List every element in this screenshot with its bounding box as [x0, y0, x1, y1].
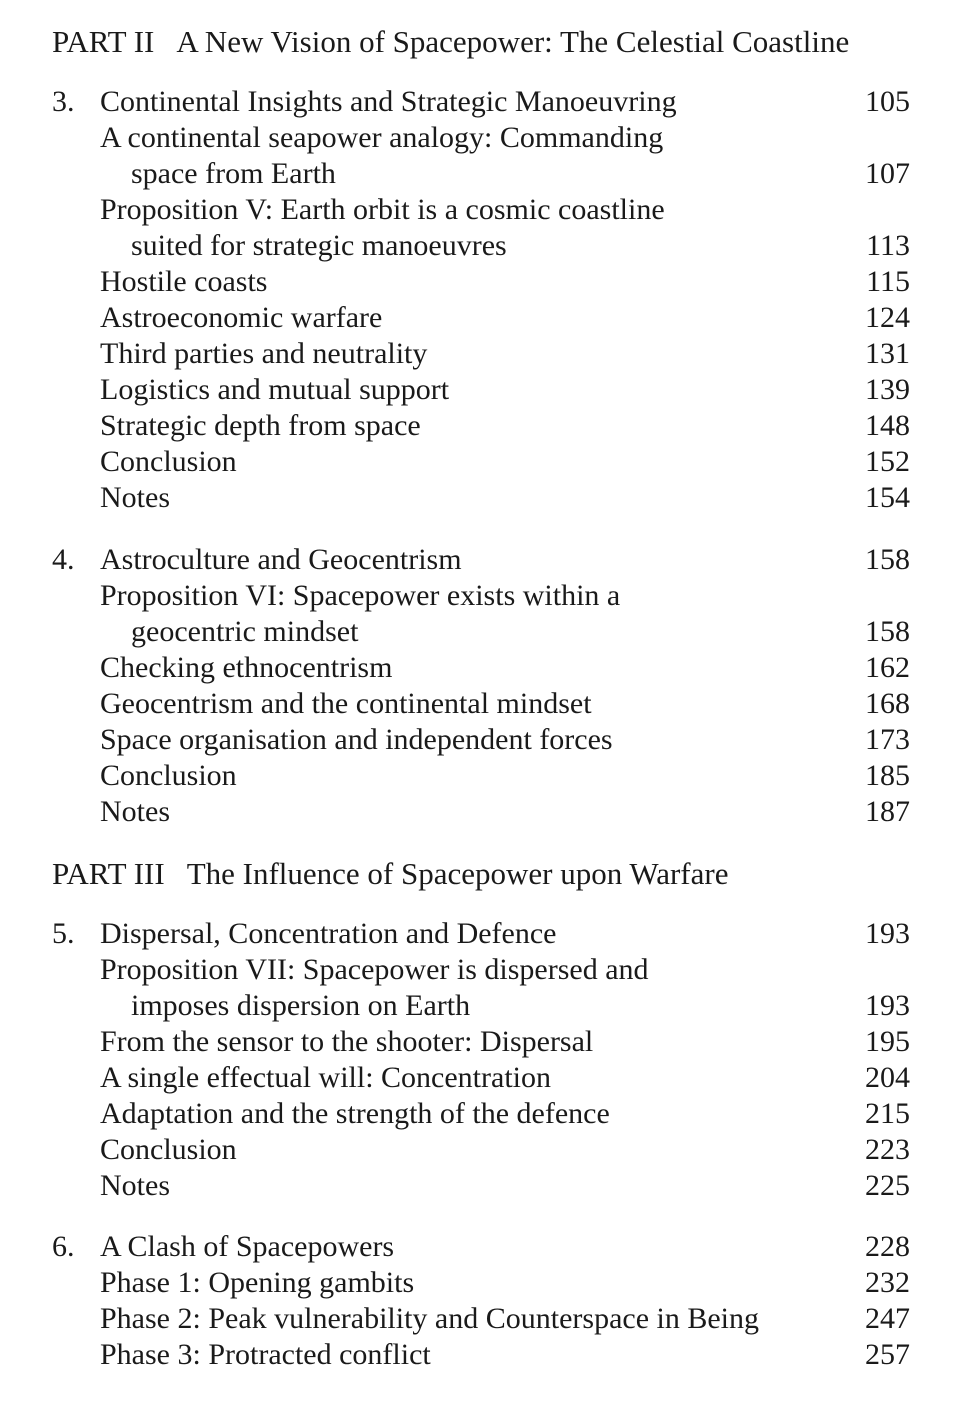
page-number: 257 — [865, 1338, 910, 1371]
section-title: Astroeconomic warfare — [100, 301, 383, 334]
page-number: 115 — [866, 265, 910, 298]
section-entry[interactable] — [0, 1301, 962, 1337]
section-entry[interactable] — [0, 192, 962, 228]
chapter-number: 3. — [52, 85, 75, 118]
page-number: 223 — [865, 1133, 910, 1166]
section-title: Adaptation and the strength of the defence — [100, 1097, 610, 1130]
page-number: 139 — [865, 373, 910, 406]
page-number: 232 — [865, 1266, 910, 1299]
section-entry-continued[interactable] — [0, 156, 962, 192]
section-title: Proposition VII: Spacepower is dispersed and — [100, 953, 649, 986]
section-entry[interactable] — [0, 480, 962, 516]
page-number: 152 — [865, 445, 910, 478]
section-entry[interactable] — [0, 686, 962, 722]
section-entry[interactable] — [0, 578, 962, 614]
section-title-continued: imposes dispersion on Earth — [131, 989, 471, 1022]
section-entry[interactable] — [0, 264, 962, 300]
section-title: Geocentrism and the continental mindset — [100, 687, 592, 720]
section-title: Notes — [100, 1169, 170, 1202]
part-heading — [52, 24, 849, 60]
section-entry[interactable] — [0, 336, 962, 372]
section-entry[interactable] — [0, 1168, 962, 1204]
chapter-title: Continental Insights and Strategic Manoeuvring — [100, 85, 677, 118]
section-entry[interactable] — [0, 1024, 962, 1060]
section-title: Conclusion — [100, 759, 237, 792]
section-title: Phase 2: Peak vulnerability and Counterspace in Being — [100, 1302, 760, 1335]
page-number: 107 — [865, 157, 910, 190]
part-title: The Influence of Spacepower upon Warfare — [186, 856, 729, 891]
page-number: 158 — [865, 615, 910, 648]
page-number: 154 — [865, 481, 910, 514]
section-title: Phase 3: Protracted conflict — [100, 1338, 431, 1371]
page-number: 193 — [865, 917, 910, 950]
section-title: Notes — [100, 795, 170, 828]
section-title: Conclusion — [100, 1133, 237, 1166]
section-entry[interactable] — [0, 408, 962, 444]
page-number: 228 — [865, 1230, 910, 1263]
section-entry[interactable] — [0, 722, 962, 758]
page-number: 195 — [865, 1025, 910, 1058]
section-entry-continued[interactable] — [0, 228, 962, 264]
page-number: 162 — [865, 651, 910, 684]
section-title: Third parties and neutrality — [100, 337, 428, 370]
page-number: 193 — [865, 989, 910, 1022]
section-title: Logistics and mutual support — [100, 373, 450, 406]
page-number: 168 — [865, 687, 910, 720]
chapter-title: A Clash of Spacepowers — [100, 1230, 395, 1263]
section-entry[interactable] — [0, 1265, 962, 1301]
section-title: Proposition VI: Spacepower exists within a — [100, 579, 621, 612]
chapter-entry[interactable] — [0, 1229, 962, 1265]
chapter-number: 4. — [52, 543, 75, 576]
section-title: Proposition V: Earth orbit is a cosmic coastline — [100, 193, 665, 226]
page-number: 173 — [865, 723, 910, 756]
section-title: Strategic depth from space — [100, 409, 421, 442]
section-title: Checking ethnocentrism — [100, 651, 393, 684]
section-title: Conclusion — [100, 445, 237, 478]
page-number: 131 — [865, 337, 910, 370]
section-title-continued: suited for strategic manoeuvres — [131, 229, 507, 262]
page-number: 105 — [865, 85, 910, 118]
part-heading — [52, 856, 728, 892]
page-number: 187 — [865, 795, 910, 828]
page-number: 204 — [865, 1061, 910, 1094]
section-title: Space organisation and independent forces — [100, 723, 613, 756]
section-entry[interactable] — [0, 1337, 962, 1373]
page-number: 158 — [865, 543, 910, 576]
chapter-entry[interactable] — [0, 916, 962, 952]
section-entry[interactable] — [0, 120, 962, 156]
section-title-continued: geocentric mindset — [131, 615, 359, 648]
chapter-number: 5. — [52, 917, 75, 950]
section-title: A single effectual will: Concentration — [100, 1061, 551, 1094]
part-title: A New Vision of Spacepower: The Celestial Coastline — [176, 24, 850, 59]
section-entry[interactable] — [0, 1132, 962, 1168]
chapter-entry[interactable] — [0, 84, 962, 120]
section-entry[interactable] — [0, 444, 962, 480]
section-title-continued: space from Earth — [131, 157, 336, 190]
section-title: A continental seapower analogy: Commanding — [100, 121, 664, 154]
chapter-entry[interactable] — [0, 542, 962, 578]
section-entry-continued[interactable] — [0, 988, 962, 1024]
section-entry[interactable] — [0, 758, 962, 794]
section-entry[interactable] — [0, 794, 962, 830]
page-number: 185 — [865, 759, 910, 792]
page-number: 124 — [865, 301, 910, 334]
section-entry-continued[interactable] — [0, 614, 962, 650]
section-title: Phase 1: Opening gambits — [100, 1266, 415, 1299]
page-number: 215 — [865, 1097, 910, 1130]
section-entry[interactable] — [0, 300, 962, 336]
section-entry[interactable] — [0, 1060, 962, 1096]
page-number: 148 — [865, 409, 910, 442]
page-number: 225 — [865, 1169, 910, 1202]
section-title: From the sensor to the shooter: Dispersal — [100, 1025, 594, 1058]
chapter-title: Dispersal, Concentration and Defence — [100, 917, 557, 950]
section-title: Hostile coasts — [100, 265, 268, 298]
section-title: Notes — [100, 481, 170, 514]
page-number: 247 — [865, 1302, 910, 1335]
page-number: 113 — [866, 229, 910, 262]
section-entry[interactable] — [0, 952, 962, 988]
part-label: PART II — [52, 24, 155, 59]
section-entry[interactable] — [0, 650, 962, 686]
chapter-title: Astroculture and Geocentrism — [100, 543, 462, 576]
chapter-number: 6. — [52, 1230, 75, 1263]
part-label: PART III — [52, 856, 165, 891]
section-entry[interactable] — [0, 1096, 962, 1132]
section-entry[interactable] — [0, 372, 962, 408]
